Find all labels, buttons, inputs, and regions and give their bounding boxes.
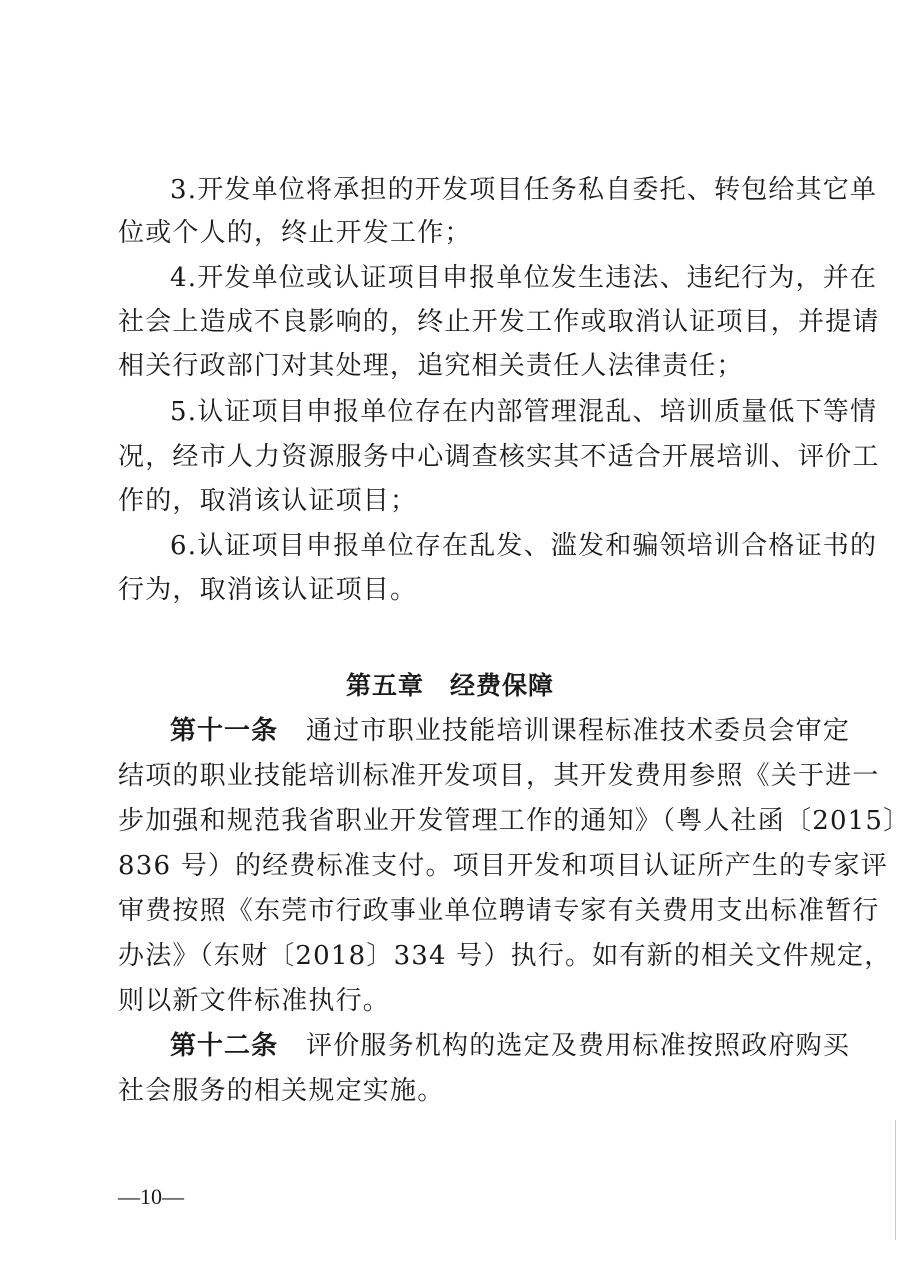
- article-11-line-7: 则以新文件标准执行。: [118, 986, 391, 1016]
- item-6-line-1: 6.认证项目申报单位存在乱发、滥发和骗领培训合格证书的: [170, 531, 878, 561]
- chapter-heading: [0, 670, 900, 702]
- article-12-label: 第十二条: [170, 1031, 279, 1061]
- article-12-line-2: 社会服务的相关规定实施。: [118, 1076, 445, 1106]
- article-11-line-3: 步加强和规范我省职业开发管理工作的通知》（粤人社函〔2015〕: [118, 806, 910, 836]
- chapter-number: 第五章: [345, 671, 424, 700]
- article-11-line-2: 结项的职业技能培训标准开发项目，其开发费用参照《关于进一: [118, 761, 880, 791]
- item-4-line-3: 相关行政部门对其处理，追究相关责任人法律责任；: [118, 351, 744, 381]
- item-5-line-2: 况，经市人力资源服务中心调查核实其不适合开展培训、评价工: [118, 442, 880, 472]
- item-4-line-2: 社会上造成不良影响的，终止开发工作或取消认证项目，并提请: [118, 307, 880, 337]
- scan-edge-line: [895, 1120, 896, 1240]
- article-11-line-5: 审费按照《东莞市行政事业单位聘请专家有关费用支出标准暂行: [118, 896, 880, 926]
- article-11-label: 第十一条: [170, 716, 279, 746]
- chapter-title: 经费保障: [450, 671, 555, 700]
- item-5-line-3: 作的，取消该认证项目；: [118, 486, 418, 516]
- item-4-line-1: 4.开发单位或认证项目申报单位发生违法、违纪行为，并在: [170, 263, 878, 293]
- item-3-line-2: 位或个人的，终止开发工作；: [118, 218, 472, 248]
- article-11-text-1: 通过市职业技能培训课程标准技术委员会审定: [306, 716, 851, 746]
- page-number: —10—: [118, 1184, 184, 1209]
- article-11-line-4: 836 号）的经费标准支付。项目开发和项目认证所产生的专家评: [118, 851, 888, 881]
- item-3-line-1: 3.开发单位将承担的开发项目任务私自委托、转包给其它单: [170, 175, 878, 205]
- article-11-line-1: [170, 715, 851, 747]
- article-12-line-1: [170, 1030, 851, 1062]
- article-11-line-6: 办法》（东财〔2018〕334 号）执行。如有新的相关文件规定，: [118, 941, 892, 971]
- article-12-text-1: 评价服务机构的选定及费用标准按照政府购买: [306, 1031, 851, 1061]
- item-6-line-2: 行为，取消该认证项目。: [118, 575, 418, 605]
- item-5-line-1: 5.认证项目申报单位存在内部管理混乱、培训质量低下等情: [170, 397, 878, 427]
